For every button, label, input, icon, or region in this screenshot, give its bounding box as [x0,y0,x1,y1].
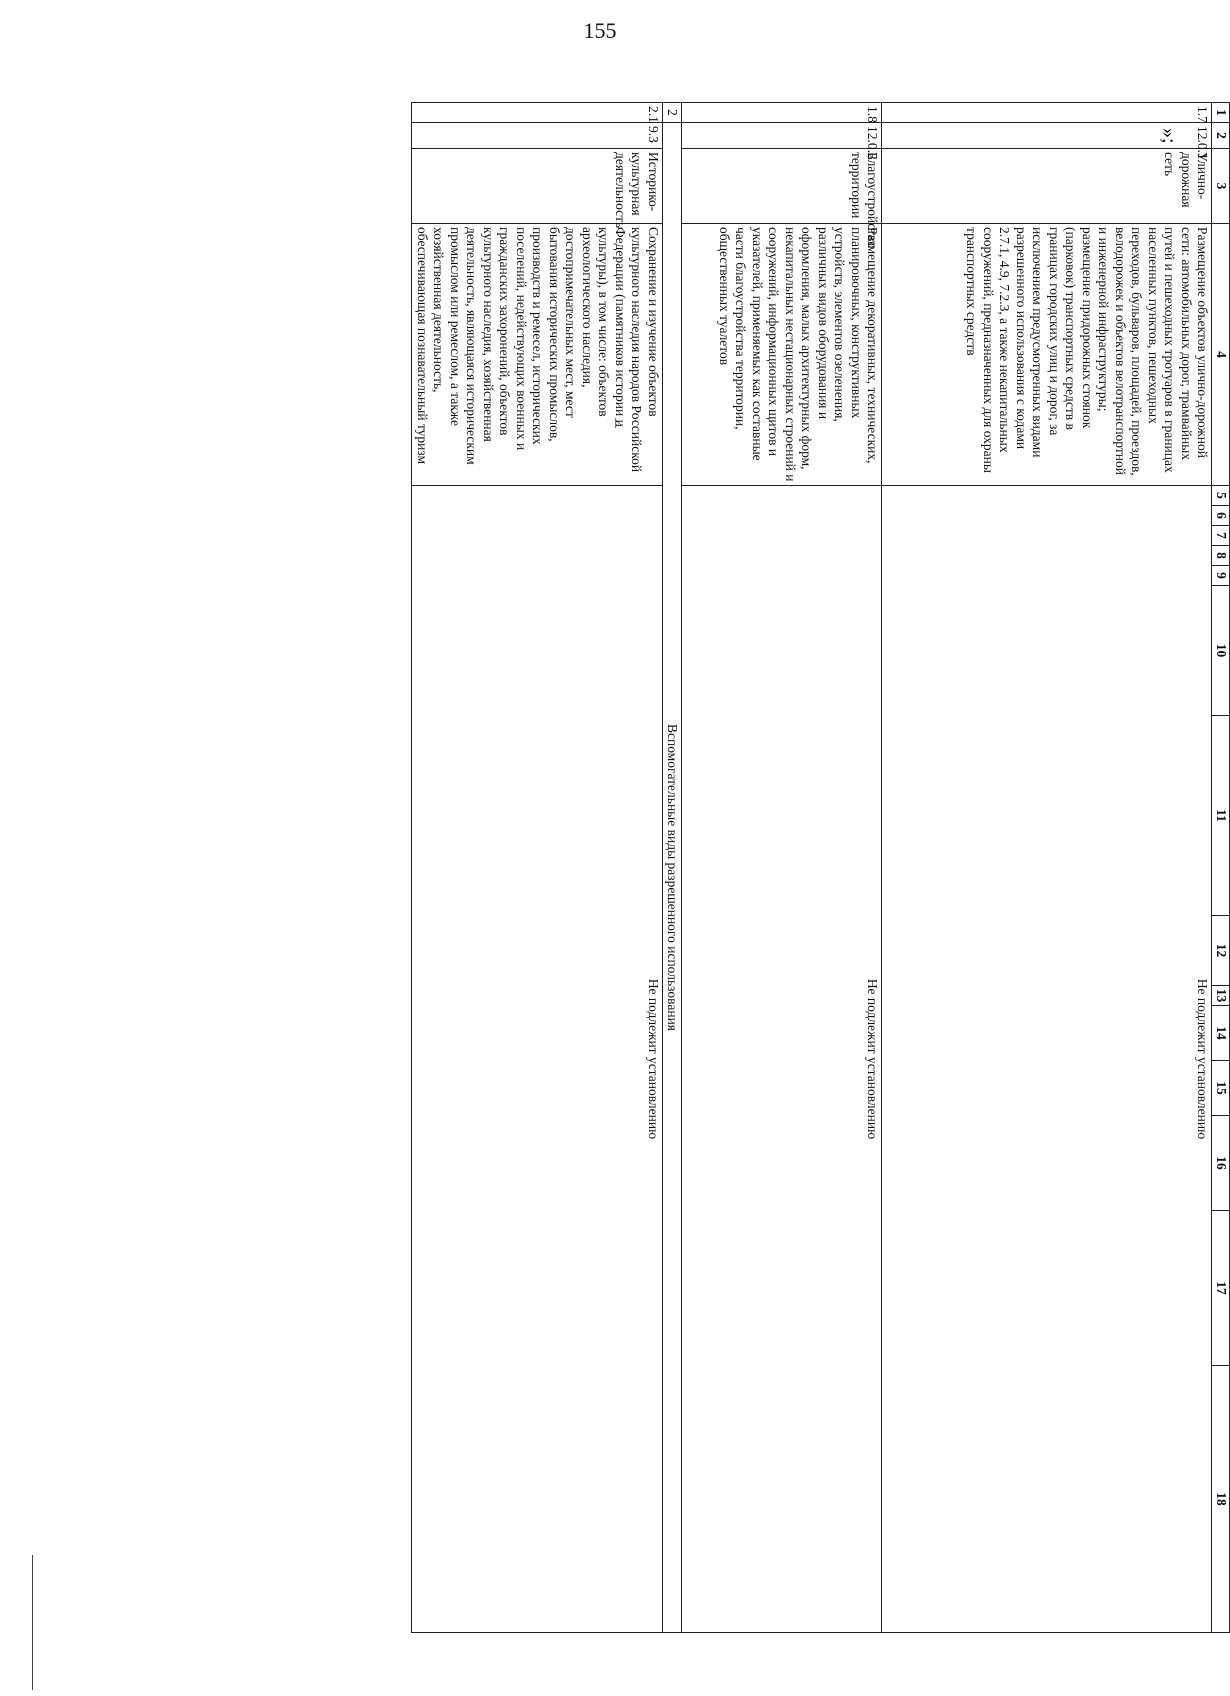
section-title: Вспомогательные виды разрешенного использования [663,123,683,1633]
column-header: 3 [1212,149,1230,224]
row-code: 9.3 [412,123,663,149]
scan-edge-line [32,1555,33,1690]
column-header: 6 [1212,506,1230,526]
section-number: 2 [663,103,683,123]
column-header: 13 [1212,986,1230,1006]
column-header: 17 [1212,1211,1230,1366]
column-header: 2 [1212,123,1230,149]
rotated-table-container [210,102,1230,1612]
header-row [1212,103,1230,1633]
row-name: Улично-дорожная сеть [882,149,1212,224]
row-name: Историко-культурная деятельность [412,149,663,224]
row-number: 1.7 [882,103,1212,123]
column-header: 18 [1212,1366,1230,1633]
row-code: 12.0.2 [682,123,882,149]
row-number: 1.8 [682,103,882,123]
page-number: 155 [583,18,617,43]
table-row [682,103,882,1633]
column-header: 12 [1212,916,1230,986]
closing-quote-mark: »; [1158,128,1180,144]
table-row [412,103,663,1633]
row-description: Размещение декоративных, технических, планировочных, конструктивных устройств, элементов озеленения, различных видов оборудования и оформления, малых архитектурных форм, некапитальных нестационарных строений и сооружений, информационных щитов и указателей, применяемых как составные части благоустройства территории, общественных туалетов [682,224,882,486]
column-header: 7 [1212,526,1230,546]
column-header: 15 [1212,1061,1230,1116]
section-row [663,103,683,1633]
row-description: Размещение объектов улично-дорожной сети: автомобильных дорог, трамвайных путей и пешеходных тротуаров в границах населенных пунктов, пешеходных переходов, бульваров, площадей, проездов, велодорожек и объектов велотранспортной и инженерной инфраструктуры; размещение придорожных стоянок (парковок) транспортных средств в границах городских улиц и дорог, за исключением предусмотренных видами разрешенного использования с кодами 2.7.1, 4.9, 7.2.3, а также некапитальных сооружений, предназначенных для охраны транспортных средств [882,224,1212,486]
row-name: Благоустройство территории [682,149,882,224]
row-parameters: Не подлежит установлению [682,486,882,1633]
column-header: 14 [1212,1006,1230,1061]
row-code: 12.0.1 [882,123,1212,149]
column-header: 5 [1212,486,1230,506]
row-parameters: Не подлежит установлению [412,486,663,1633]
column-header: 9 [1212,566,1230,586]
row-description: Сохранение и изучение объектов культурного наследия народов Российской Федерации (памятников истории и культуры), в том числе: объектов археологического наследия, достопримечательных мест, мест бытования исторических промыслов, производств и ремесел, исторических поселений, недействующих военных и гражданских захоронений, объектов культурного наследия, хозяйственная деятельность, являющаяся историческим промыслом или ремеслом, а также хозяйственная деятельность, обеспечивающая познавательный туризм [412,224,663,486]
row-parameters: Не подлежит установлению [882,486,1212,1633]
column-header: 11 [1212,716,1230,916]
land-use-regulations-table [412,102,1230,1633]
table-row [882,103,1212,1633]
column-header: 4 [1212,224,1230,486]
column-header: 16 [1212,1116,1230,1211]
column-header: 8 [1212,546,1230,566]
column-header: 1 [1212,103,1230,123]
column-header: 10 [1212,586,1230,716]
row-number: 2.1 [412,103,663,123]
